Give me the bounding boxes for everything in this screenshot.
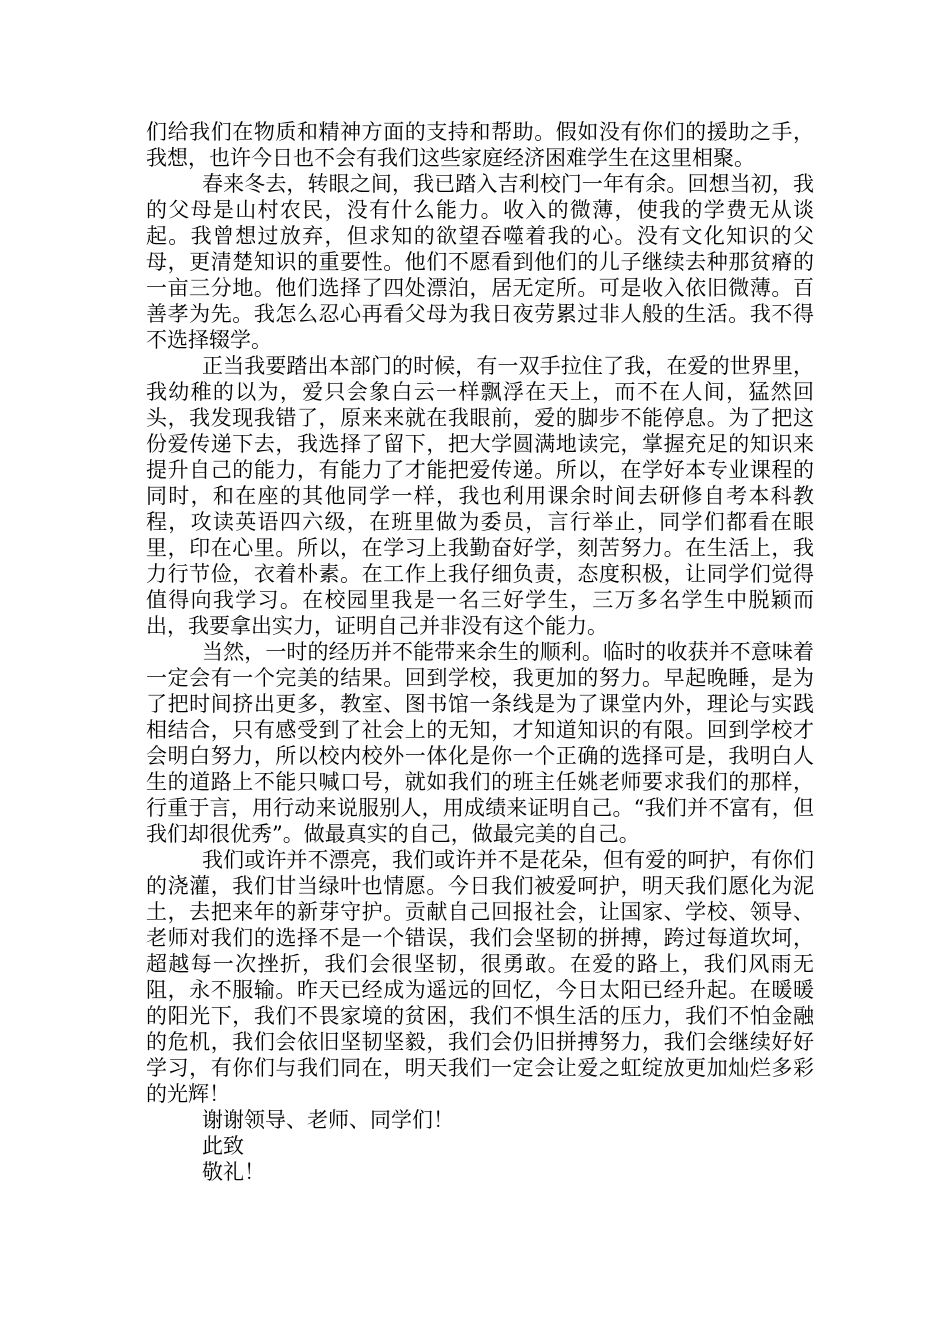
closing-thanks: 谢谢领导、老师、同学们！ (202, 1108, 454, 1132)
paragraph-background: 春来冬去，转眼之间，我已踏入吉利校门一年有余。回想当初，我的父母是山村农民，没有什么能力。收入的微薄，使我的学费无从谈起。我曾想过放弃，但求知的欲望吞噬着我的心。没有文化知识的父母，更清楚知识的重要性。他们不愿看到他们的儿子继续去种那贫瘠的一亩三分地。他们选择了四处漂泊，居无定所。可是收入依旧微薄。百善孝为先。我怎么忍心再看父母为我日夜劳累过非人般的生活。我不得不选择辍学。 (146, 172, 814, 352)
closing-regards: 敬礼！ (202, 1160, 265, 1184)
closing-salutation: 此致 (202, 1134, 244, 1158)
paragraph-commitment: 我们或许并不漂亮，我们或许并不是花朵，但有爱的呵护，有你们的浇灌，我们甘当绿叶也情愿。今日我们被爱呵护，明天我们愿化为泥土，去把来年的新芽守护。贡献自己回报社会，让国家、学校、领导、老师对我们的选择不是一个错误，我们会坚韧的拼搏，跨过每道坎坷，超越每一次挫折，我们会很坚韧，很勇敢。在爱的路上，我们风雨无阻，永不服输。昨天已经成为遥远的回忆，今日太阳已经升起。在暖暖的阳光下，我们不畏家境的贫困，我们不惧生活的压力，我们不怕金融的危机，我们会依旧坚韧坚毅，我们会仍旧拼搏努力，我们会继续好好学习，有你们与我们同在，明天我们一定会让爱之虹绽放更加灿烂多彩的光辉！ (146, 848, 814, 1106)
paragraph-continuation: 们给我们在物质和精神方面的支持和帮助。假如没有你们的援助之手，我想，也许今日也不会有我们这些家庭经济困难学生在这里相聚。 (146, 120, 814, 170)
paragraph-effort: 当然，一时的经历并不能带来余生的顺利。临时的收获并不意味着一定会有一个完美的结果。回到学校，我更加的努力。早起晚睡，是为了把时间挤出更多，教室、图书馆一条线是为了课堂内外，理论与实践相结合，只有感受到了社会上的无知，才知道知识的有限。回到学校才会明白努力，所以校内校外一体化是你一个正确的选择可是，我明白人生的道路上不能只喊口号，就如我们的班主任姚老师要求我们的那样，行重于言，用行动来说服别人，用成绩来证明自己。“我们并不富有，但我们却很优秀”。做最真实的自己，做最完美的自己。 (146, 640, 814, 846)
paragraph-turning-point: 正当我要踏出本部门的时候，有一双手拉住了我，在爱的世界里，我幼稚的以为，爱只会象白云一样飘浮在天上，而不在人间，猛然回头，我发现我错了，原来来就在我眼前，爱的脚步不能停息。为了把这份爱传递下去，我选择了留下，把大学圆满地读完，掌握充足的知识来提升自己的能力，有能力了才能把爱传递。所以，在学好本专业课程的同时，和在座的其他同学一样，我也利用课余时间去研修自考本科教程，攻读英语四六级，在班里做为委员，言行举止，同学们都看在眼里，印在心里。所以，在学习上我勤奋好学，刻苦努力。在生活上，我力行节俭，衣着朴素。在工作上我仔细负责，态度积极，让同学们觉得值得向我学习。在校园里我是一名三好学生，三万多名学生中脱颖而出，我要拿出实力，证明自己并非没有这个能力。 (146, 354, 814, 638)
document-body (146, 119, 814, 1185)
